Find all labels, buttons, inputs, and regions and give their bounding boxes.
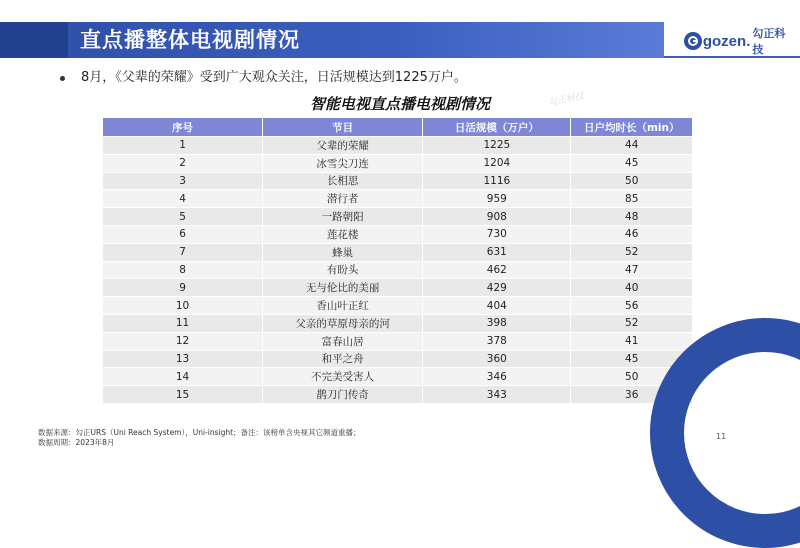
brand-logo xyxy=(684,27,796,56)
cell-daily-reach: 1116 xyxy=(423,173,571,190)
cell-program: 潜行者 xyxy=(263,190,423,207)
cell-program: 有盼头 xyxy=(263,262,423,279)
table-row xyxy=(103,279,692,296)
table-row xyxy=(103,333,692,350)
cell-daily-duration: 50 xyxy=(571,368,692,385)
table-body xyxy=(103,137,692,403)
cell-program: 富春山居 xyxy=(263,333,423,350)
summary-bullet xyxy=(60,68,467,88)
title-bar xyxy=(0,22,664,58)
page-number: 11 xyxy=(716,432,727,441)
table-title: 智能电视直点播电视剧情况 xyxy=(309,95,490,113)
cell-rank: 8 xyxy=(103,262,263,279)
cell-daily-reach: 343 xyxy=(423,386,571,403)
cell-rank: 5 xyxy=(103,208,263,225)
cell-daily-duration: 56 xyxy=(571,297,692,314)
table-row xyxy=(103,297,692,314)
cell-program: 香山叶正红 xyxy=(263,297,423,314)
table-row xyxy=(103,315,692,332)
table-header-row xyxy=(103,118,692,136)
cell-rank: 12 xyxy=(103,333,263,350)
cell-rank: 1 xyxy=(103,137,263,154)
cell-program: 一路朝阳 xyxy=(263,208,423,225)
footer-period: 数据周期：2023年8月 xyxy=(38,438,115,447)
cell-daily-reach: 346 xyxy=(423,368,571,385)
cell-daily-reach: 360 xyxy=(423,351,571,368)
cell-daily-reach: 398 xyxy=(423,315,571,332)
cell-rank: 2 xyxy=(103,155,263,172)
cell-rank: 3 xyxy=(103,173,263,190)
cell-daily-reach: 1204 xyxy=(423,155,571,172)
cell-program: 长相思 xyxy=(263,173,423,190)
title-bar-accent xyxy=(0,22,68,58)
cell-program: 无与伦比的美丽 xyxy=(263,279,423,296)
table-row xyxy=(103,244,692,261)
gozen-logo-icon xyxy=(684,32,702,50)
cell-rank: 10 xyxy=(103,297,263,314)
cell-daily-reach: 1225 xyxy=(423,137,571,154)
cell-daily-duration: 40 xyxy=(571,279,692,296)
cell-program: 不完美受害人 xyxy=(263,368,423,385)
cell-program: 冰雪尖刀连 xyxy=(263,155,423,172)
cell-program: 父亲的草原母亲的河 xyxy=(263,315,423,332)
cell-daily-duration: 44 xyxy=(571,137,692,154)
table-row xyxy=(103,351,692,368)
cell-rank: 13 xyxy=(103,351,263,368)
cell-daily-reach: 631 xyxy=(423,244,571,261)
cell-daily-duration: 47 xyxy=(571,262,692,279)
cell-program: 鹊刀门传奇 xyxy=(263,386,423,403)
table-row xyxy=(103,262,692,279)
cell-daily-duration: 85 xyxy=(571,190,692,207)
footer-notes xyxy=(38,428,361,448)
table-row xyxy=(103,155,692,172)
cell-daily-duration: 45 xyxy=(571,155,692,172)
column-header-program: 节目 xyxy=(263,118,423,136)
cell-daily-duration: 36 xyxy=(571,386,692,403)
cell-rank: 15 xyxy=(103,386,263,403)
cell-daily-reach: 730 xyxy=(423,226,571,243)
table-row xyxy=(103,386,692,403)
logo-text-en: gozen. xyxy=(702,32,751,50)
cell-program: 父辈的荣耀 xyxy=(263,137,423,154)
cell-daily-duration: 45 xyxy=(571,351,692,368)
cell-rank: 6 xyxy=(103,226,263,243)
column-header-rank: 序号 xyxy=(103,118,263,136)
cell-daily-reach: 959 xyxy=(423,190,571,207)
cell-daily-duration: 52 xyxy=(571,315,692,332)
cell-rank: 7 xyxy=(103,244,263,261)
tv-series-table xyxy=(103,117,692,404)
table-row xyxy=(103,226,692,243)
cell-rank: 9 xyxy=(103,279,263,296)
cell-daily-reach: 462 xyxy=(423,262,571,279)
cell-rank: 11 xyxy=(103,315,263,332)
table-row xyxy=(103,190,692,207)
cell-program: 蜂巢 xyxy=(263,244,423,261)
table-row xyxy=(103,173,692,190)
cell-program: 和平之舟 xyxy=(263,351,423,368)
watermark: 勾正科技 xyxy=(547,91,585,109)
cell-daily-reach: 908 xyxy=(423,208,571,225)
table-row xyxy=(103,368,692,385)
cell-daily-duration: 52 xyxy=(571,244,692,261)
page-title: 直点播整体电视剧情况 xyxy=(80,28,300,52)
summary-text: 8月，《父辈的荣耀》受到广大观众关注，日活规模达到1225万户。 xyxy=(81,70,467,85)
cell-daily-duration: 48 xyxy=(571,208,692,225)
logo-text-cn: 勾正科技 xyxy=(752,27,786,56)
cell-daily-duration: 46 xyxy=(571,226,692,243)
column-header-daily-reach: 日活规模（万户） xyxy=(423,118,571,136)
cell-daily-reach: 378 xyxy=(423,333,571,350)
cell-daily-reach: 429 xyxy=(423,279,571,296)
bullet-dot-icon xyxy=(60,76,65,81)
footer-source: 数据来源：勾正URS（Uni Reach System），Uni-insight；备注：该榜单含央视其它频道重播； xyxy=(38,428,361,437)
cell-rank: 14 xyxy=(103,368,263,385)
cell-daily-reach: 404 xyxy=(423,297,571,314)
cell-rank: 4 xyxy=(103,190,263,207)
column-header-daily-duration: 日户均时长（min） xyxy=(571,118,692,136)
cell-daily-duration: 50 xyxy=(571,173,692,190)
cell-program: 莲花楼 xyxy=(263,226,423,243)
table-row xyxy=(103,208,692,225)
cell-daily-duration: 41 xyxy=(571,333,692,350)
table-row xyxy=(103,137,692,154)
